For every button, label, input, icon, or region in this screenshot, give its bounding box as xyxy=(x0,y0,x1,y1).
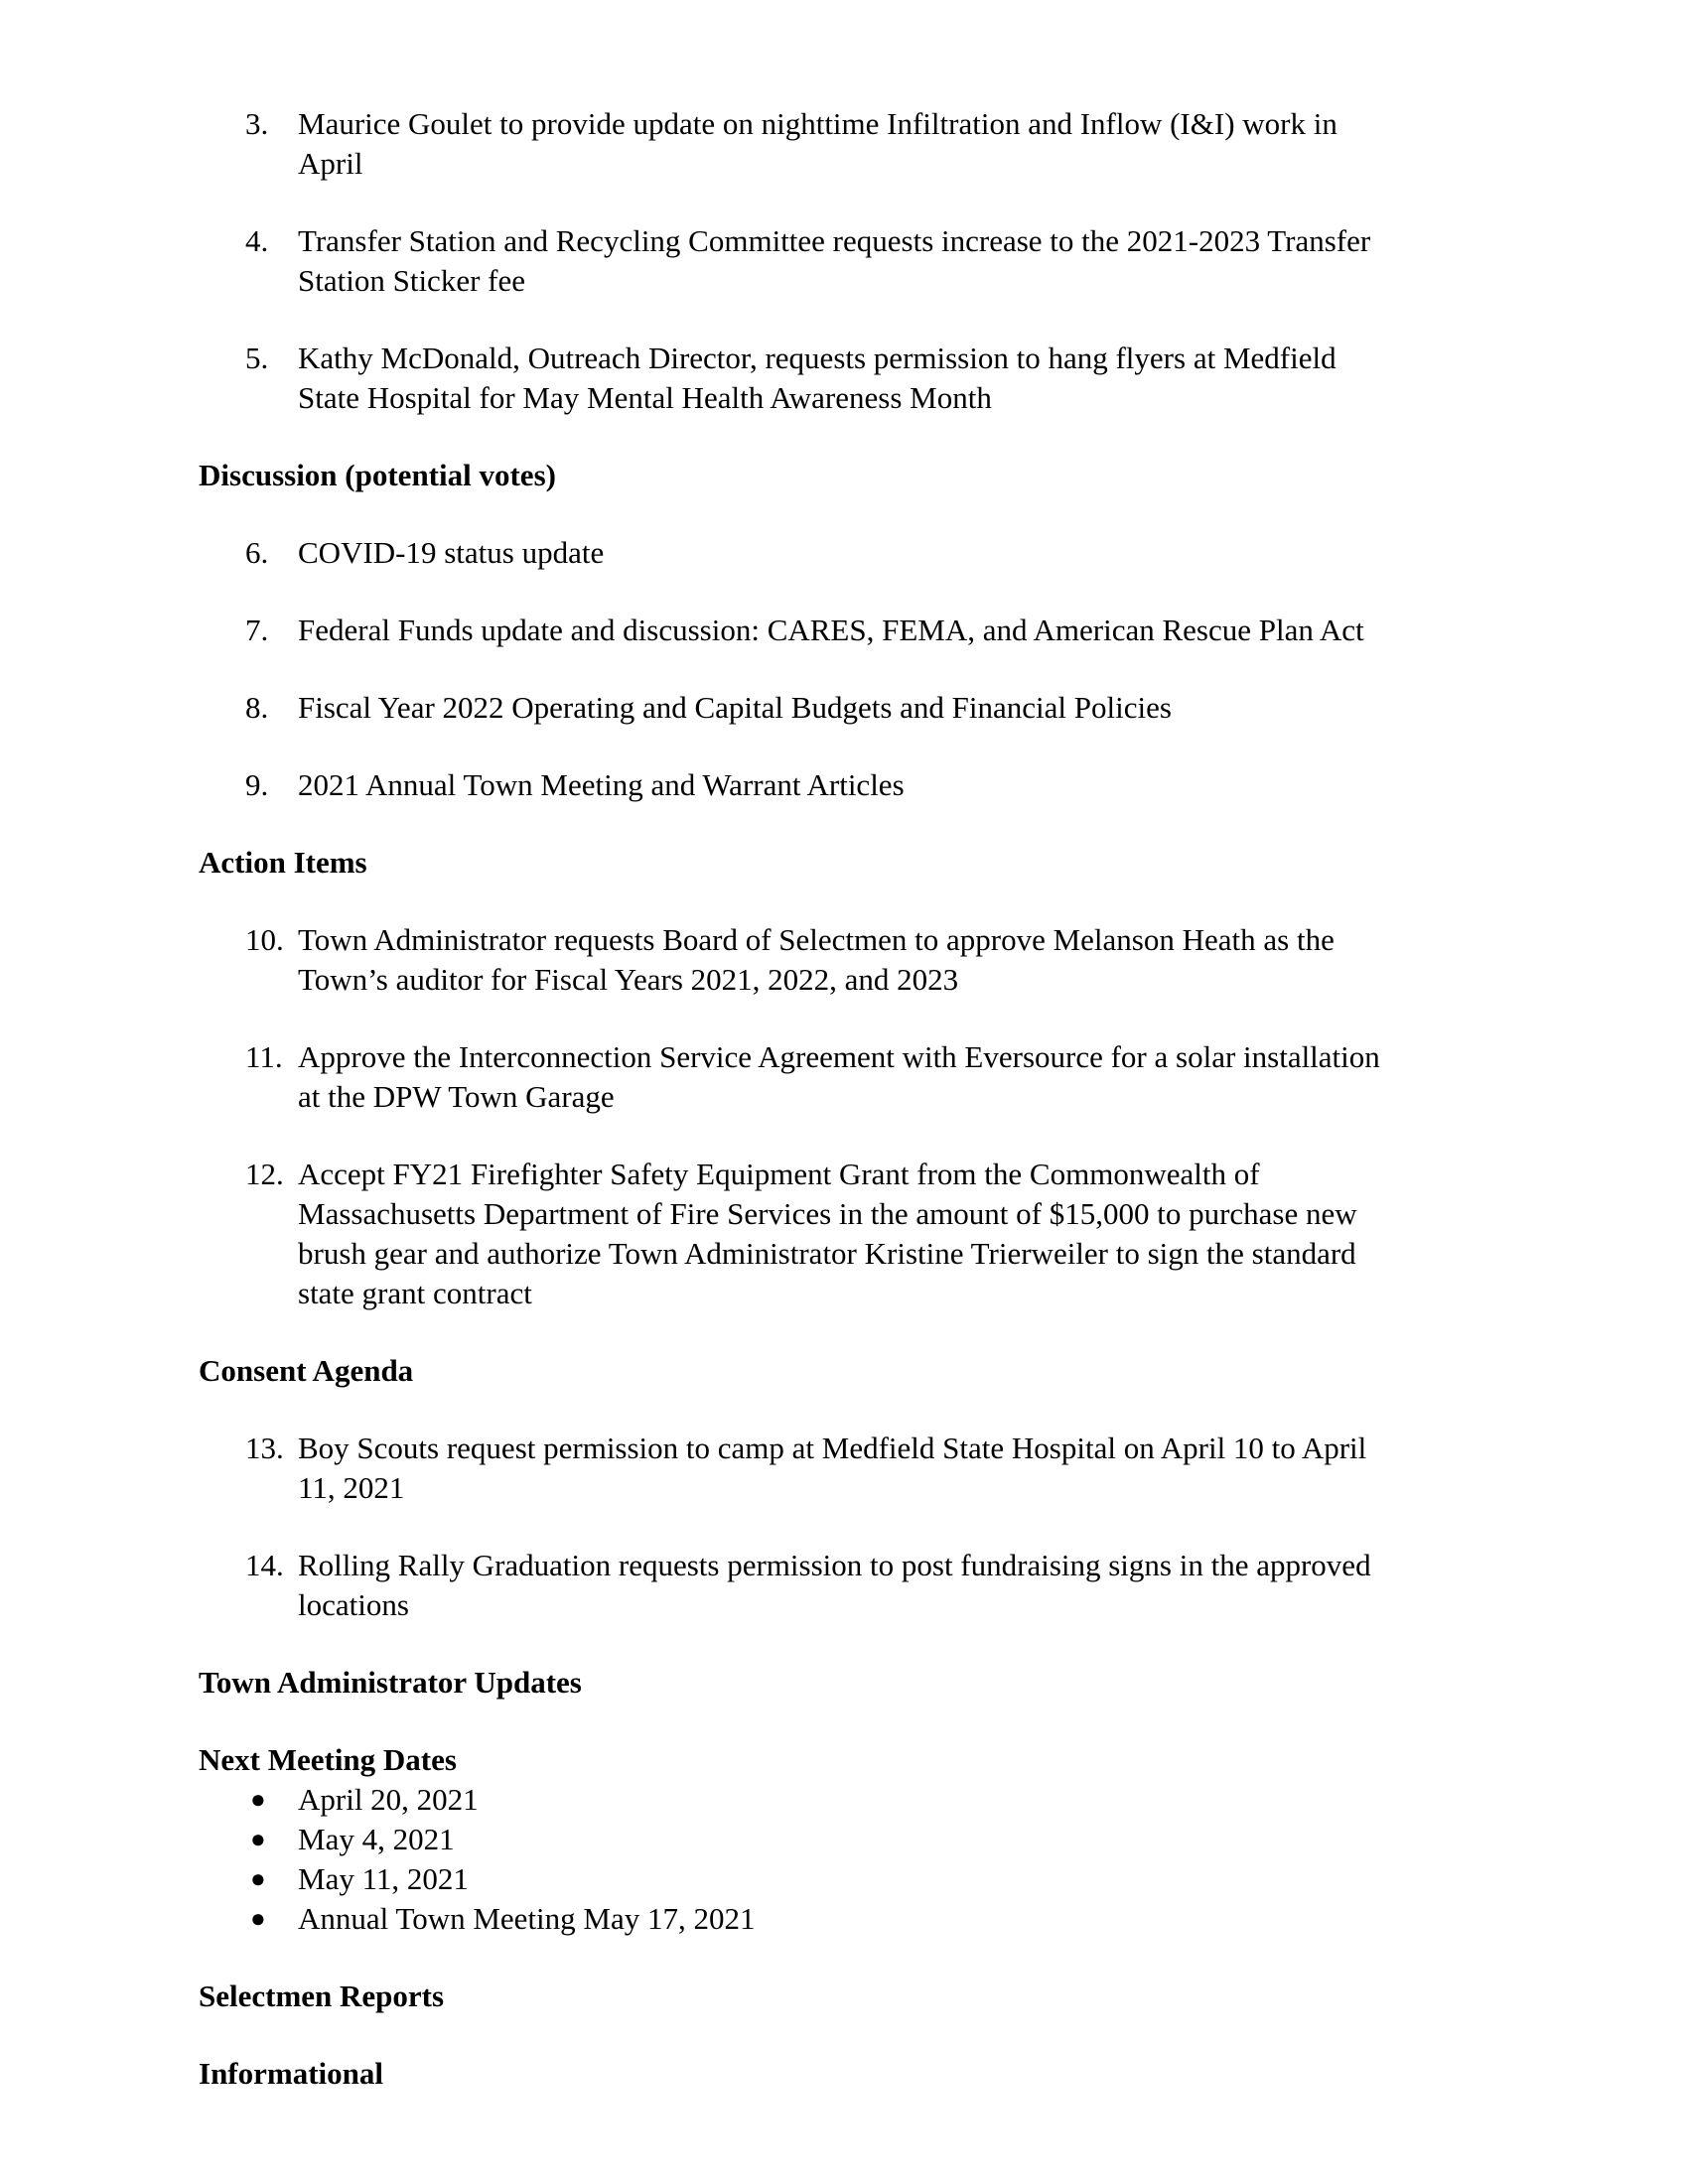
section-heading: Informational xyxy=(199,2056,383,2091)
item-line: Maurice Goulet to provide update on nighttime Infiltration and Inflow (I&I) work in xyxy=(298,106,1337,141)
item-line: 2021 Annual Town Meeting and Warrant Articles xyxy=(298,767,905,802)
bullet-item xyxy=(199,1899,1470,1939)
item-number: 14. xyxy=(245,1548,284,1582)
item-line: Kathy McDonald, Outreach Director, requests permission to hang flyers at Medfield xyxy=(298,341,1336,375)
item-number: 8. xyxy=(245,690,269,725)
item-line: 11, 2021 xyxy=(298,1470,405,1505)
bullet-icon: ● xyxy=(250,1785,266,1814)
item-line: brush gear and authorize Town Administrator Kristine Trierweiler to sign the standard xyxy=(298,1236,1356,1271)
section-heading: Action Items xyxy=(199,845,367,880)
item-line: Rolling Rally Graduation requests permission to post fundraising signs in the approved xyxy=(298,1548,1371,1582)
agenda-item xyxy=(199,1037,1470,1117)
item-line: Transfer Station and Recycling Committee requests increase to the 2021-2023 Transfer xyxy=(298,223,1371,258)
agenda-item xyxy=(199,688,1470,728)
bullet-icon: ● xyxy=(250,1864,266,1893)
bullet-item xyxy=(199,1859,1470,1899)
item-line: Station Sticker fee xyxy=(298,263,525,298)
bullet-line: May 11, 2021 xyxy=(298,1861,469,1896)
item-line: Federal Funds update and discussion: CARES, FEMA, and American Rescue Plan Act xyxy=(298,613,1364,647)
agenda-item xyxy=(199,765,1470,805)
section-heading: Town Administrator Updates xyxy=(199,1665,582,1700)
item-number: 4. xyxy=(245,223,269,258)
agenda-item xyxy=(199,221,1470,301)
agenda-item xyxy=(199,1546,1470,1625)
agenda-item xyxy=(199,920,1470,1000)
item-line: Town’s auditor for Fiscal Years 2021, 2022, and 2023 xyxy=(298,962,959,997)
agenda-item xyxy=(199,104,1470,184)
bullet-item xyxy=(199,1780,1470,1820)
item-number: 9. xyxy=(245,767,269,802)
agenda-item xyxy=(199,1155,1470,1313)
section-heading: Next Meeting Dates xyxy=(199,1742,457,1777)
item-number: 11. xyxy=(245,1039,283,1074)
bullet-line: Annual Town Meeting May 17, 2021 xyxy=(298,1901,756,1936)
item-line: Massachusetts Department of Fire Services in the amount of $15,000 to purchase new xyxy=(298,1196,1357,1231)
bullet-item xyxy=(199,1820,1470,1859)
bullet-line: April 20, 2021 xyxy=(298,1782,479,1817)
item-number: 6. xyxy=(245,535,269,570)
item-line: State Hospital for May Mental Health Awareness Month xyxy=(298,380,992,415)
section-heading: Selectmen Reports xyxy=(199,1979,445,2013)
item-number: 5. xyxy=(245,341,269,375)
item-number: 3. xyxy=(245,106,269,141)
document-body xyxy=(199,104,1470,2131)
item-line: COVID-19 status update xyxy=(298,535,605,570)
bullet-icon: ● xyxy=(250,1825,266,1853)
item-line: Fiscal Year 2022 Operating and Capital Budgets and Financial Policies xyxy=(298,690,1172,725)
item-line: Approve the Interconnection Service Agreement with Eversource for a solar installation xyxy=(298,1039,1380,1074)
item-number: 7. xyxy=(245,613,269,647)
agenda-item xyxy=(199,1429,1470,1508)
item-line: April xyxy=(298,146,363,181)
agenda-item xyxy=(199,533,1470,573)
item-number: 13. xyxy=(245,1431,284,1465)
item-line: Accept FY21 Firefighter Safety Equipment Grant from the Commonwealth of xyxy=(298,1157,1260,1191)
item-number: 12. xyxy=(245,1157,284,1191)
agenda-item xyxy=(199,339,1470,418)
item-line: locations xyxy=(298,1587,409,1622)
section-heading: Consent Agenda xyxy=(199,1353,414,1388)
item-line: state grant contract xyxy=(298,1276,532,1310)
item-line: Boy Scouts request permission to camp at Medfield State Hospital on April 10 to April xyxy=(298,1431,1367,1465)
bullet-line: May 4, 2021 xyxy=(298,1822,455,1856)
bullet-icon: ● xyxy=(250,1904,266,1933)
agenda-item xyxy=(199,611,1470,650)
item-line: Town Administrator requests Board of Selectmen to approve Melanson Heath as the xyxy=(298,922,1335,957)
item-number: 10. xyxy=(245,922,284,957)
item-line: at the DPW Town Garage xyxy=(298,1079,615,1114)
section-heading: Discussion (potential votes) xyxy=(199,458,556,492)
